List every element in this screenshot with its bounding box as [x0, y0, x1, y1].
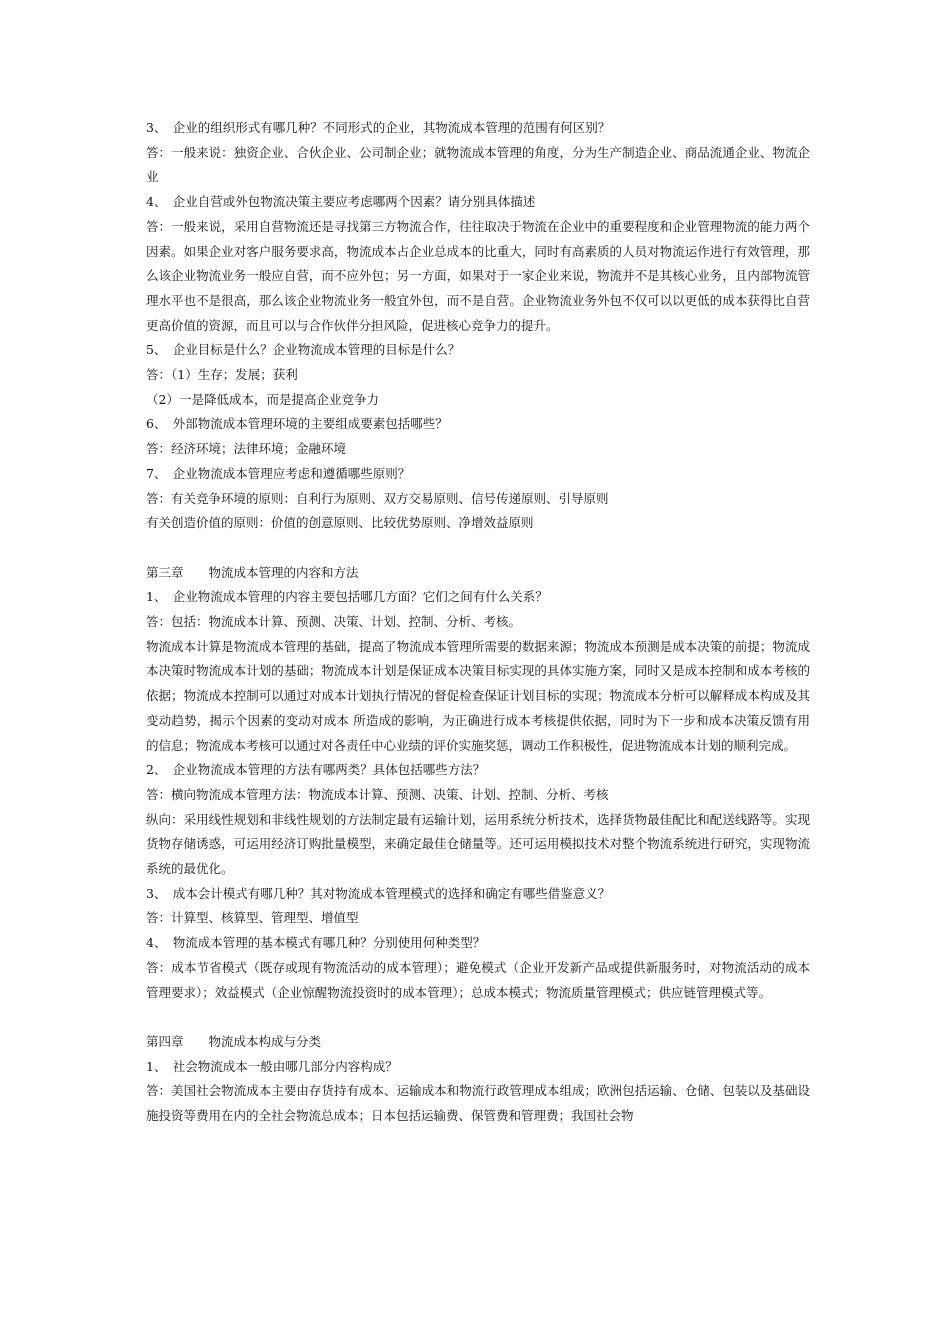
text-paragraph: 有关创造价值的原则：价值的创意原则、比较优势原则、净增效益原则 — [146, 515, 534, 531]
text-paragraph: 物流成本计算是物流成本管理的基础，提高了物流成本管理所需要的数据来源；物流成本预测是成本决策的前提；物流成本决策时物流成本计划的基础；物流成本计划是保证成本决策目标实现的具体实施方案，同时又是成本控制和成本考核的依据；物流成本控制可以通过对成本计划执行情况的督促检查保证计划目标的实现；物流成本分析可以解释成本构成及其变动趋势，揭示个因素的变动对成本 所造成的影响，为正确进行成本考核提供依据，同时为下一步和成本决策反馈有用的信息；物流成本考核可以通过对各责任中心业绩的评价实施奖惩，调动工作积极性，促进物流成本计划的顺利完成。 — [146, 638, 810, 753]
text-paragraph: 答：成本节省模式（既存或现有物流活动的成本管理）；避免模式（企业开发新产品或提供新服务时，对物流活动的成本管理要求）；效益模式（企业惊醒物流投资时的成本管理）；总成本模式；物流质量管理模式；供应链管理模式等。 — [146, 959, 810, 1000]
text-paragraph: 答：一般来说，采用自营物流还是寻找第三方物流合作，往往取决于物流在企业中的重要程度和企业管理物流的能力两个因素。如果企业对客户服务要求高，物流成本占企业总成本的比重大，同时有高素质的人员对物流运作进行有效管理，那么该企业物流业务一般应自营，而不应外包；另一方面，如果对于一家企业来说，物流并不是其核心业务，且内部物流管理水平也不是很高，那么该企业物流业务一般宜外包，而不是自营。企业物流业务外包不仅可以以更低的成本获得比自营更高价值的资源，而且可以与合作伙伴分担风险，促进核心竞争力的提升。 — [146, 218, 810, 333]
text-paragraph: 答：包括：物流成本计算、预测、决策、计划、控制、分析、考核。 — [146, 614, 522, 630]
blank-line — [146, 1005, 810, 1030]
text-paragraph: 答：（1）生存；发展；获利 — [146, 367, 298, 383]
text-paragraph: 4、 物流成本管理的基本模式有哪几种？分别使用何种类型？ — [146, 935, 486, 951]
blank-line — [146, 536, 810, 561]
text-paragraph: 答：经济环境；法律环境；金融环境 — [146, 441, 347, 457]
text-paragraph: 答：美国社会物流成本主要由存货持有成本、运输成本和物流行政管理成本组成；欧洲包括运输、仓储、包装以及基础设施投资等费用在内的全社会物流总成本；日本包括运输费、保管费和管理费；我国社会物 — [146, 1083, 810, 1124]
text-paragraph: 第三章 物流成本管理的内容和方法 — [146, 564, 359, 580]
text-paragraph: 6、 外部物流成本管理环境的主要组成要素包括哪些？ — [146, 416, 448, 432]
text-paragraph: 1、 社会物流成本一般由哪几部分内容构成？ — [146, 1058, 398, 1074]
text-paragraph: 答：一般来说：独资企业、合伙企业、公司制企业；就物流成本管理的角度，分为生产制造企业、商品流通企业、物流企业 — [146, 144, 810, 185]
text-paragraph: 纵向：采用线性规划和非线性规划的方法制定最有运输计划，运用系统分析技术，选择货物最佳配比和配送线路等。实现货物存储诱惑，可运用经济订购批量模型，来确定最佳仓储量等。还可运用模拟技术对整个物流系统进行研究，实现物流系统的最优化。 — [146, 811, 810, 877]
text-paragraph: 7、 企业物流成本管理应考虑和遵循哪些原则？ — [146, 465, 411, 481]
text-paragraph: 5、 企业目标是什么？企业物流成本管理的目标是什么？ — [146, 342, 461, 358]
document-page — [146, 116, 810, 1129]
text-paragraph: 答：有关竞争环境的原则：自利行为原则、双方交易原则、信号传递原则、引导原则 — [146, 490, 609, 506]
text-paragraph: 1、 企业物流成本管理的内容主要包括哪几方面？它们之间有什么关系？ — [146, 589, 548, 605]
text-paragraph: 4、 企业自营或外包物流决策主要应考虑哪两个因素？请分别具体描述 — [146, 194, 536, 210]
text-paragraph: （2）一是降低成本，而是提高企业竞争力 — [146, 391, 379, 407]
text-paragraph: 2、 企业物流成本管理的方法有哪两类？具体包括哪些方法？ — [146, 762, 486, 778]
text-paragraph: 3、 成本会计模式有哪几种？其对物流成本管理模式的选择和确定有哪些借鉴意义？ — [146, 885, 611, 901]
text-paragraph: 第四章 物流成本构成与分类 — [146, 1033, 322, 1049]
text-paragraph: 3、 企业的组织形式有哪几种？不同形式的企业，其物流成本管理的范围有何区别？ — [146, 120, 611, 135]
text-paragraph: 答：横向物流成本管理方法：物流成本计算、预测、决策、计划、控制、分析、考核 — [146, 786, 609, 802]
text-paragraph: 答：计算型、核算型、管理型、增值型 — [146, 910, 359, 926]
